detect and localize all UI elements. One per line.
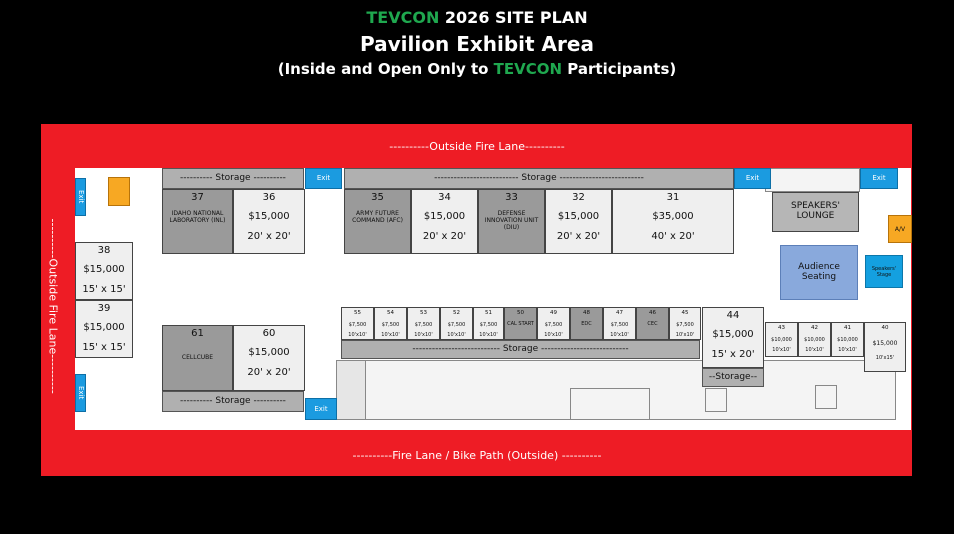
booth-43[interactable]: [765, 322, 798, 357]
booth-number: 38: [97, 245, 111, 256]
booth-36[interactable]: [233, 189, 305, 254]
storage-middle: --------------------------- Storage ---------------------------: [341, 340, 700, 359]
booth-price: $7,500: [610, 321, 629, 328]
booth-37[interactable]: [162, 189, 233, 254]
audience-seating: Audience Seating: [780, 245, 858, 300]
bottom-fire-lane-label: ----------Fire Lane / Bike Path (Outside) ----------: [352, 449, 602, 462]
booth-dimensions: 20' x 20': [247, 231, 291, 242]
booth-exhibitor: EDC: [581, 320, 592, 327]
booth-price: $15,000: [872, 339, 898, 347]
booth-dimensions: 10'x15': [875, 354, 895, 361]
truss-block: [705, 388, 727, 412]
exit-bottom: Exit: [305, 398, 337, 420]
av-booth: A/V: [888, 215, 912, 243]
booth-50[interactable]: [504, 307, 537, 340]
access-note: [0, 60, 954, 78]
access-note-post: Participants): [562, 60, 677, 78]
booth-dimensions: 20' x 20': [556, 231, 601, 242]
booth-price: $35,000: [652, 211, 694, 222]
exit-top-left: Exit: [305, 168, 342, 189]
booth-number: 48: [583, 310, 590, 316]
booth-dimensions: 10'x10': [544, 331, 563, 338]
booth-47[interactable]: [603, 307, 636, 340]
booth-number: 44: [726, 310, 740, 321]
site-plan-title: [0, 8, 954, 27]
booth-dimensions: 10'x10': [675, 331, 695, 338]
booth-number: 35: [371, 192, 384, 203]
left-fire-lane-label: ----------Outside Fire Lane----------: [46, 218, 60, 394]
booth-45[interactable]: [669, 307, 701, 340]
booth-31[interactable]: [612, 189, 734, 254]
booth-55[interactable]: [341, 307, 374, 340]
booth-42[interactable]: [798, 322, 831, 357]
booth-dimensions: 15' x 20': [711, 349, 755, 360]
booth-price: $15,000: [83, 322, 125, 333]
booth-dimensions: 10'x10': [348, 331, 367, 338]
booth-price: $10,000: [837, 336, 858, 343]
booth-dimensions: 15' x 15': [82, 284, 126, 295]
access-note-brand: TEVCON: [493, 60, 563, 78]
booth-price: $15,000: [83, 264, 125, 275]
booth-number: 46: [649, 310, 656, 316]
booth-number: 52: [453, 310, 460, 316]
speakers-stage: Speakers' Stage: [865, 255, 903, 288]
booth-price: $15,000: [712, 329, 754, 340]
booth-dimensions: 40' x 20': [651, 231, 695, 242]
booth-exhibitor: DEFENSE INNOVATION UNIT (DIU): [484, 210, 539, 232]
booth-dimensions: 10'x10': [610, 331, 629, 338]
booth-number: 37: [191, 192, 204, 203]
booth-exhibitor: ARMY FUTURE COMMAND (AFC): [352, 210, 403, 225]
storage-top-center: -------------------------- Storage --------------------------: [344, 168, 734, 189]
storage-right: --Storage--: [702, 368, 764, 387]
access-note-pre: (Inside and Open Only to: [277, 60, 494, 78]
booth-53[interactable]: [407, 307, 440, 340]
booth-number: 32: [572, 192, 585, 203]
booth-price: $7,500: [479, 321, 498, 328]
exit-left-lower: Exit: [75, 374, 86, 412]
booth-dimensions: 10'x10': [772, 346, 791, 353]
booth-price: $7,500: [544, 321, 563, 328]
booth-41[interactable]: [831, 322, 864, 357]
booth-number: 49: [550, 310, 557, 316]
speakers-lounge: SPEAKERS' LOUNGE: [772, 192, 859, 232]
booth-number: 50: [517, 310, 524, 316]
booth-number: 40: [881, 325, 889, 331]
booth-price: $10,000: [771, 336, 792, 343]
booth-number: 41: [844, 325, 851, 331]
booth-price: $15,000: [248, 347, 290, 358]
booth-54[interactable]: [374, 307, 407, 340]
booth-32[interactable]: [545, 189, 612, 254]
truss-block: [336, 360, 366, 420]
booth-number: 45: [681, 310, 689, 316]
booth-number: 47: [616, 310, 623, 316]
booth-price: $7,500: [414, 321, 433, 328]
booth-44[interactable]: [702, 307, 764, 368]
booth-dimensions: 20' x 20': [422, 231, 467, 242]
booth-dimensions: 10'x10': [381, 331, 400, 338]
booth-price: $10,000: [804, 336, 825, 343]
booth-number: 60: [262, 328, 276, 339]
booth-46[interactable]: [636, 307, 669, 340]
truss-block: [570, 388, 650, 420]
booth-39[interactable]: [75, 300, 133, 358]
title-text: 2026 SITE PLAN: [439, 8, 588, 27]
exit-left-upper: Exit: [75, 178, 86, 216]
booth-52[interactable]: [440, 307, 473, 340]
booth-51[interactable]: [473, 307, 504, 340]
booth-exhibitor: IDAHO NATIONAL LABORATORY (INL): [169, 210, 226, 225]
truss-block: [815, 385, 837, 409]
booth-dimensions: 10'x10': [447, 331, 466, 338]
booth-dimensions: 10'x10': [838, 346, 857, 353]
booth-number: 61: [191, 328, 204, 339]
booth-33[interactable]: [478, 189, 545, 254]
brand-name: TEVCON: [366, 8, 440, 27]
booth-number: 36: [262, 192, 276, 203]
booth-38[interactable]: [75, 242, 133, 300]
booth-price: $15,000: [248, 211, 290, 222]
top-fire-lane-label: ----------Outside Fire Lane----------: [389, 140, 565, 153]
booth-price: $7,500: [447, 321, 466, 328]
booth-61[interactable]: [162, 325, 233, 391]
booth-dimensions: 10'x10': [479, 331, 498, 338]
storage-bottom-left: ---------- Storage ----------: [162, 391, 304, 412]
booth-number: 39: [97, 303, 111, 314]
booth-dimensions: 20' x 20': [247, 367, 291, 378]
booth-price: $7,500: [676, 321, 694, 328]
booth-dimensions: 10'x10': [805, 346, 824, 353]
exit-top-center: Exit: [734, 168, 771, 189]
booth-price: $15,000: [557, 211, 600, 222]
booth-number: 53: [420, 310, 427, 316]
booth-price: $15,000: [423, 211, 466, 222]
booth-number: 34: [438, 192, 451, 203]
booth-number: 43: [778, 325, 785, 331]
booth-34[interactable]: [411, 189, 478, 254]
booth-exhibitor: CELLCUBE: [181, 354, 214, 361]
booth-35[interactable]: [344, 189, 411, 254]
booth-number: 33: [505, 192, 518, 203]
booth-40[interactable]: [864, 322, 906, 372]
booth-number: 55: [354, 310, 361, 316]
booth-49[interactable]: [537, 307, 570, 340]
booth-exhibitor: CAL START: [507, 320, 534, 327]
area-title: Pavilion Exhibit Area: [360, 32, 594, 56]
booth-number: 51: [485, 310, 492, 316]
booth-number: 54: [387, 310, 394, 316]
booth-price: $7,500: [348, 321, 367, 328]
booth-dimensions: 10'x10': [414, 331, 433, 338]
booth-48[interactable]: [570, 307, 603, 340]
truss-block: [765, 168, 860, 192]
orange-marker: [108, 177, 130, 206]
exit-top-right: Exit: [860, 168, 898, 189]
storage-top-left: ---------- Storage ----------: [162, 168, 304, 189]
booth-number: 42: [811, 325, 818, 331]
booth-exhibitor: CEC: [647, 320, 658, 327]
booth-price: $7,500: [381, 321, 400, 328]
booth-60[interactable]: [233, 325, 305, 391]
booth-dimensions: 15' x 15': [82, 342, 126, 353]
booth-number: 31: [666, 192, 680, 203]
